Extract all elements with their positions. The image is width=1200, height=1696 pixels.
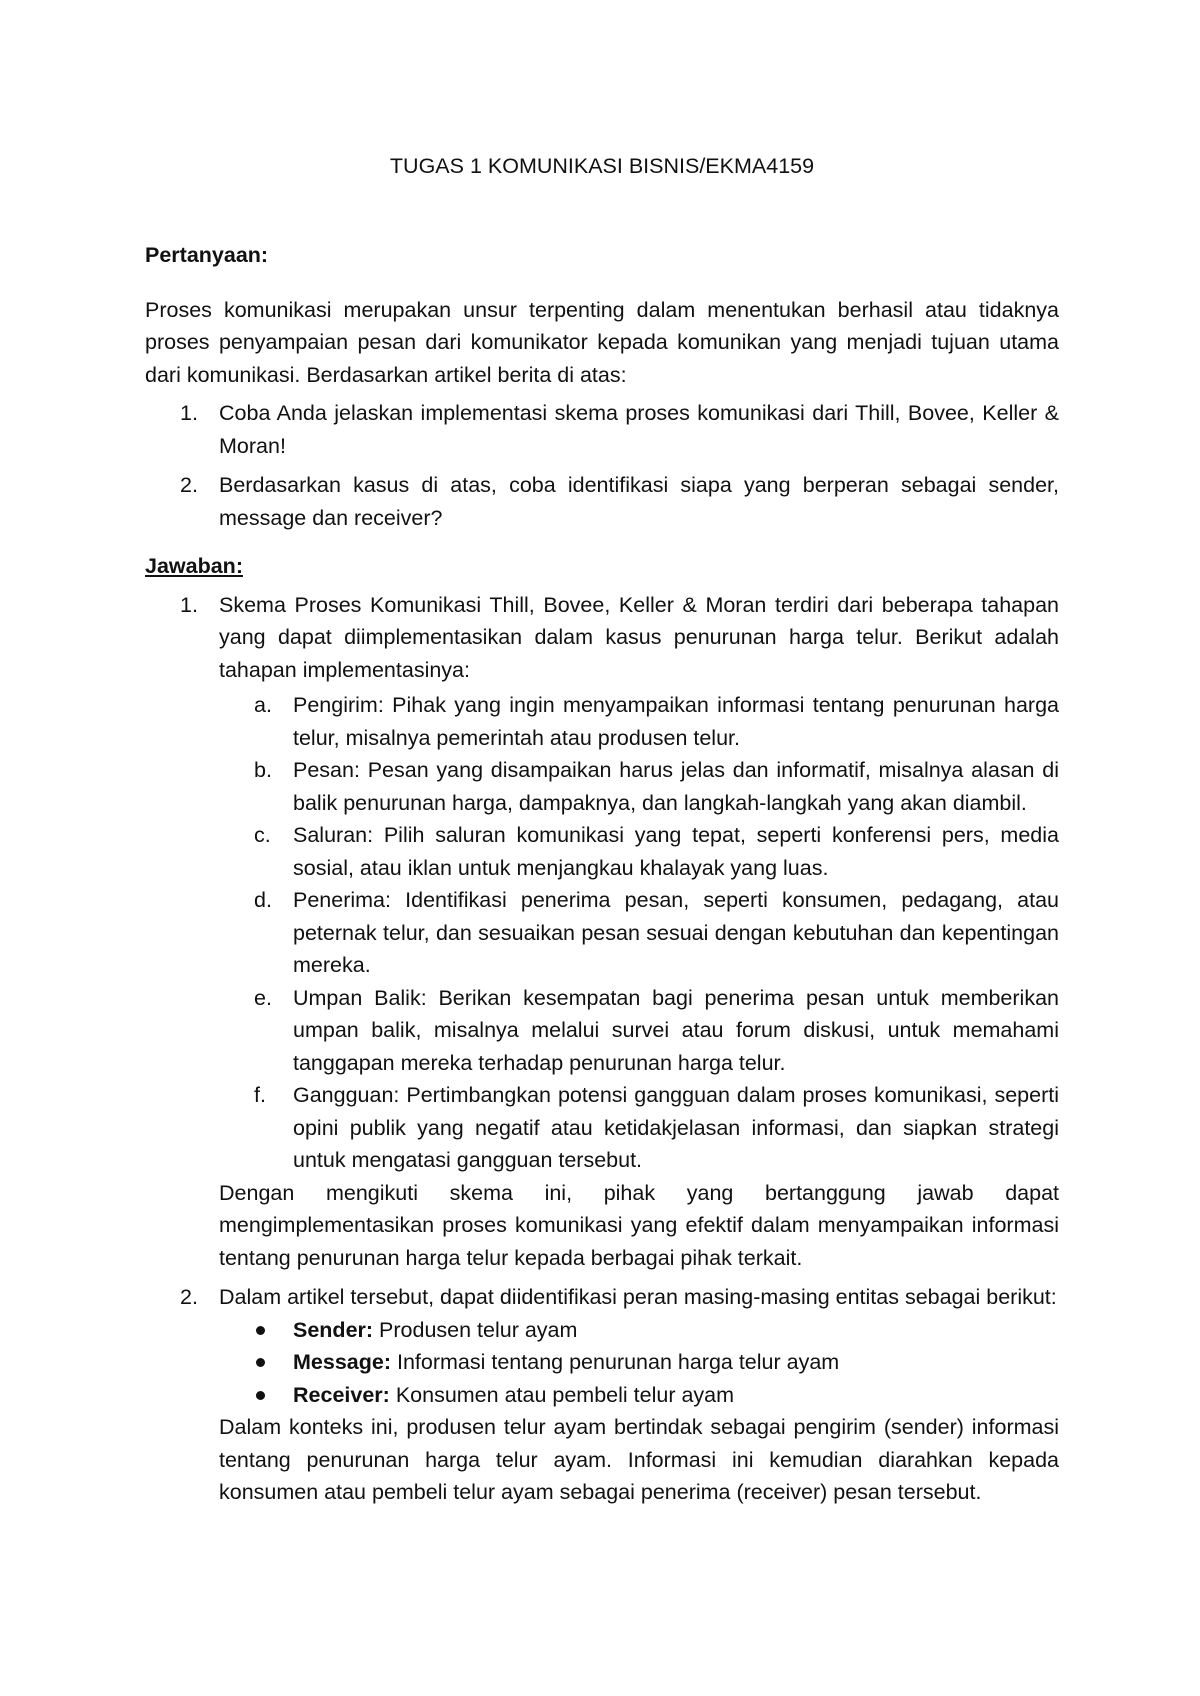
question-list bbox=[145, 397, 1059, 534]
document-title: TUGAS 1 KOMUNIKASI BISNIS/EKMA4159 bbox=[389, 154, 815, 178]
answer-heading: Jawaban: bbox=[145, 554, 243, 578]
role-value: Konsumen atau pembeli telur ayam bbox=[395, 1382, 735, 1407]
role-label: Sender: bbox=[293, 1317, 374, 1342]
step-item bbox=[219, 819, 1059, 884]
step-item bbox=[219, 689, 1059, 754]
question-intro: Proses komunikasi merupakan unsur terpenting dalam menentukan berhasil atau tidaknya proses penyampaian pesan dari komunikator kepada komunikan yang menjadi tujuan utama dari komunikasi. Berdasarkan artikel berita di atas: bbox=[145, 297, 1059, 387]
list-marker: 2. bbox=[180, 473, 198, 497]
document-page bbox=[145, 150, 1059, 1516]
step-text: Umpan Balik: Berikan kesempatan bagi penerima pesan untuk memberikan umpan balik, misalnya melalui survei atau forum diskusi, untuk memahami tanggapan mereka terhadap penurunan harga telur. bbox=[293, 985, 1059, 1075]
step-item bbox=[219, 884, 1059, 982]
step-marker: a. bbox=[254, 693, 272, 717]
roles-list bbox=[219, 1314, 1059, 1412]
question-item bbox=[145, 469, 1059, 534]
step-text: Pengirim: Pihak yang ingin menyampaikan informasi tentang penurunan harga telur, misalnya pemerintah atau produsen telur. bbox=[293, 693, 1059, 750]
answer-item bbox=[145, 1281, 1059, 1509]
step-item bbox=[219, 982, 1059, 1080]
answer-closing: Dengan mengikuti skema ini, pihak yang bertanggung jawab dapat mengimplementasikan proses komunikasi yang efektif dalam menyampaikan informasi tentang penurunan harga telur kepada berbagai pihak terkait. bbox=[219, 1180, 1059, 1270]
step-marker: e. bbox=[254, 985, 272, 1010]
bullet-icon bbox=[256, 1358, 265, 1367]
role-value: Informasi tentang penurunan harga telur ayam bbox=[396, 1350, 840, 1374]
list-marker: 2. bbox=[180, 1285, 198, 1309]
step-item bbox=[219, 1079, 1059, 1177]
list-marker: 1. bbox=[180, 592, 198, 617]
step-marker: c. bbox=[254, 823, 271, 847]
answer-text: Dalam artikel tersebut, dapat diidentifikasi peran masing-masing entitas sebagai berikut: bbox=[219, 1285, 1057, 1309]
step-marker: b. bbox=[254, 758, 272, 782]
role-item bbox=[219, 1314, 1059, 1347]
step-marker: f. bbox=[254, 1083, 266, 1107]
step-item bbox=[219, 754, 1059, 819]
step-text: Penerima: Identifikasi penerima pesan, seperti konsumen, pedagang, atau peternak telur, dan sesuaikan pesan sesuai dengan kebutuhan dan kepentingan mereka. bbox=[293, 888, 1059, 977]
bullet-icon bbox=[256, 1326, 265, 1335]
answer-list bbox=[145, 589, 1059, 1509]
role-label: Receiver: bbox=[293, 1382, 390, 1407]
step-text: Gangguan: Pertimbangkan potensi gangguan dalam proses komunikasi, seperti opini publik yang negatif atau ketidakjelasan informasi, dan siapkan strategi untuk mengatasi gangguan tersebut. bbox=[293, 1083, 1059, 1172]
answer-closing: Dalam konteks ini, produsen telur ayam bertindak sebagai pengirim (sender) informasi tentang penurunan harga telur ayam. Informasi ini kemudian diarahkan kepada konsumen atau pembeli telur ayam sebagai penerima (receiver) pesan tersebut. bbox=[219, 1415, 1059, 1504]
step-text: Pesan: Pesan yang disampaikan harus jelas dan informatif, misalnya alasan di balik penurunan harga, dampaknya, dan langkah-langkah yang akan diambil. bbox=[293, 758, 1059, 815]
question-heading: Pertanyaan: bbox=[145, 243, 269, 267]
role-label: Message: bbox=[293, 1350, 391, 1374]
answer-item bbox=[145, 589, 1059, 1275]
answer-text: Skema Proses Komunikasi Thill, Bovee, Keller & Moran terdiri dari beberapa tahapan yang dapat diimplementasikan dalam kasus penurunan harga telur. Berikut adalah tahapan implementasinya: bbox=[219, 592, 1059, 682]
bullet-icon bbox=[256, 1391, 265, 1400]
role-item bbox=[219, 1346, 1059, 1379]
steps-list bbox=[219, 689, 1059, 1177]
question-text: Coba Anda jelaskan implementasi skema proses komunikasi dari Thill, Bovee, Keller & Moran! bbox=[219, 401, 1059, 458]
role-item bbox=[219, 1379, 1059, 1412]
question-item bbox=[145, 397, 1059, 462]
question-text: Berdasarkan kasus di atas, coba identifikasi siapa yang berperan sebagai sender, message dan receiver? bbox=[219, 473, 1059, 530]
list-marker: 1. bbox=[180, 401, 198, 425]
step-marker: d. bbox=[254, 888, 272, 912]
role-value: Produsen telur ayam bbox=[379, 1317, 578, 1342]
step-text: Saluran: Pilih saluran komunikasi yang tepat, seperti konferensi pers, media sosial, atau iklan untuk menjangkau khalayak yang luas. bbox=[293, 823, 1059, 880]
